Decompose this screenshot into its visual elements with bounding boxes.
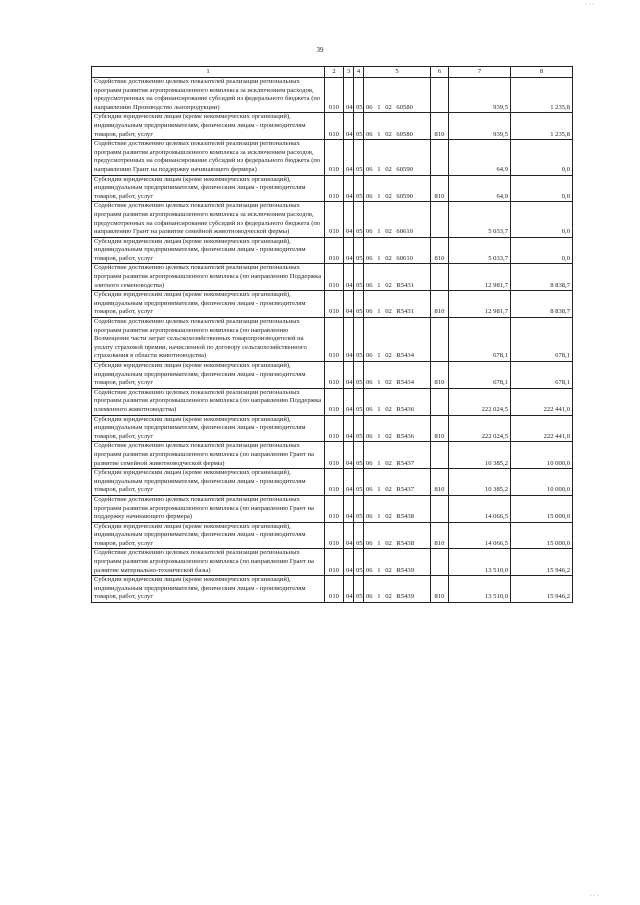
section-code-cell: 04 bbox=[344, 291, 354, 318]
expense-name-cell: Содействие достижению целевых показателей реализации региональных программ развития агропромышленного комплекса за исключением расходов, предусмотренных на софинансирование субсидий из федерального бюджета (по направлению Производство льнопродукции) bbox=[92, 78, 325, 113]
amount-year1-cell: 5 033,7 bbox=[449, 202, 511, 237]
expense-type-cell: 810 bbox=[431, 469, 449, 496]
amount-year2-cell: 678,1 bbox=[511, 318, 573, 362]
expense-name-cell: Субсидии юридическим лицам (кроме некоммерческих организаций), индивидуальным предпринимателям, физическим лицам - производителям товаров, работ, услуг bbox=[92, 415, 325, 442]
expense-name-cell: Содействие достижению целевых показателей реализации региональных программ развития агропромышленного комплекса (по направлению Грант на развитие материально-технической базы) bbox=[92, 549, 325, 576]
ministry-code-cell: 010 bbox=[325, 318, 344, 362]
footer-mark: · · · bbox=[590, 893, 599, 899]
amount-year2-cell: 8 838,7 bbox=[511, 291, 573, 318]
target-article-cell: 06 1 02 60580 bbox=[364, 78, 431, 113]
budget-table bbox=[91, 66, 573, 603]
expense-type-cell bbox=[431, 202, 449, 237]
section-code-cell: 04 bbox=[344, 469, 354, 496]
subsection-code-cell: 05 bbox=[354, 237, 364, 264]
amount-year2-cell: 10 000,0 bbox=[511, 442, 573, 469]
expense-name-cell: Содействие достижению целевых показателей реализации региональных программ развития агропромышленного комплекса (по направлению Возмещение части затрат сельскохозяйственных товаропроизводителей на уплату страховой премии, начисленной по договору сельскохозяйственного страхования в области животноводства) bbox=[92, 318, 325, 362]
expense-type-cell bbox=[431, 264, 449, 291]
target-article-cell: 06 1 02 R5436 bbox=[364, 388, 431, 415]
table-row bbox=[92, 113, 573, 140]
subsection-code-cell: 05 bbox=[354, 202, 364, 237]
amount-year2-cell: 222 441,0 bbox=[511, 415, 573, 442]
subsection-code-cell: 05 bbox=[354, 549, 364, 576]
table-row bbox=[92, 442, 573, 469]
subsection-code-cell: 05 bbox=[354, 362, 364, 389]
amount-year2-cell: 0,0 bbox=[511, 202, 573, 237]
ministry-code-cell: 010 bbox=[325, 576, 344, 603]
table-row bbox=[92, 522, 573, 549]
ministry-code-cell: 010 bbox=[325, 113, 344, 140]
subsection-code-cell: 05 bbox=[354, 576, 364, 603]
ministry-code-cell: 010 bbox=[325, 388, 344, 415]
ministry-code-cell: 010 bbox=[325, 495, 344, 522]
section-code-cell: 04 bbox=[344, 495, 354, 522]
target-article-cell: 06 1 02 R5434 bbox=[364, 318, 431, 362]
table-row bbox=[92, 388, 573, 415]
expense-type-cell bbox=[431, 549, 449, 576]
section-code-cell: 04 bbox=[344, 362, 354, 389]
subsection-code-cell: 05 bbox=[354, 415, 364, 442]
subsection-code-cell: 05 bbox=[354, 113, 364, 140]
expense-name-cell: Содействие достижению целевых показателей реализации региональных программ развития агропромышленного комплекса (по направлению Поддержка племенного животноводства) bbox=[92, 388, 325, 415]
amount-year1-cell: 14 066,5 bbox=[449, 495, 511, 522]
expense-type-cell bbox=[431, 318, 449, 362]
amount-year2-cell: 0,0 bbox=[511, 175, 573, 202]
section-code-cell: 04 bbox=[344, 522, 354, 549]
expense-name-cell: Содействие достижению целевых показателей реализации региональных программ развития агропромышленного комплекса (по направлению Грант на поддержку начинающего фермера) bbox=[92, 495, 325, 522]
header-cell: 8 bbox=[511, 67, 573, 78]
ministry-code-cell: 010 bbox=[325, 291, 344, 318]
section-code-cell: 04 bbox=[344, 113, 354, 140]
table-row bbox=[92, 469, 573, 496]
amount-year2-cell: 0,0 bbox=[511, 140, 573, 175]
table-header-row bbox=[92, 67, 573, 78]
amount-year1-cell: 678,1 bbox=[449, 318, 511, 362]
subsection-code-cell: 05 bbox=[354, 469, 364, 496]
amount-year1-cell: 12 981,7 bbox=[449, 291, 511, 318]
ministry-code-cell: 010 bbox=[325, 264, 344, 291]
amount-year1-cell: 64,9 bbox=[449, 140, 511, 175]
expense-type-cell: 810 bbox=[431, 362, 449, 389]
ministry-code-cell: 010 bbox=[325, 78, 344, 113]
table-row bbox=[92, 318, 573, 362]
target-article-cell: 06 1 02 R5437 bbox=[364, 442, 431, 469]
ministry-code-cell: 010 bbox=[325, 522, 344, 549]
amount-year1-cell: 10 385,2 bbox=[449, 442, 511, 469]
amount-year2-cell: 1 235,8 bbox=[511, 78, 573, 113]
target-article-cell: 06 1 02 R5431 bbox=[364, 291, 431, 318]
expense-type-cell: 810 bbox=[431, 576, 449, 603]
section-code-cell: 04 bbox=[344, 388, 354, 415]
expense-type-cell: 810 bbox=[431, 522, 449, 549]
ministry-code-cell: 010 bbox=[325, 237, 344, 264]
section-code-cell: 04 bbox=[344, 237, 354, 264]
amount-year1-cell: 12 981,7 bbox=[449, 264, 511, 291]
amount-year2-cell: 8 838,7 bbox=[511, 264, 573, 291]
expense-type-cell bbox=[431, 78, 449, 113]
subsection-code-cell: 05 bbox=[354, 140, 364, 175]
header-cell: 5 bbox=[364, 67, 431, 78]
expense-type-cell bbox=[431, 388, 449, 415]
amount-year1-cell: 14 066,5 bbox=[449, 522, 511, 549]
amount-year1-cell: 5 033,7 bbox=[449, 237, 511, 264]
header-cell: 3 bbox=[344, 67, 354, 78]
expense-type-cell: 810 bbox=[431, 237, 449, 264]
expense-name-cell: Субсидии юридическим лицам (кроме некоммерческих организаций), индивидуальным предпринимателям, физическим лицам - производителям товаров, работ, услуг bbox=[92, 362, 325, 389]
amount-year1-cell: 222 024,5 bbox=[449, 388, 511, 415]
expense-type-cell bbox=[431, 140, 449, 175]
expense-name-cell: Субсидии юридическим лицам (кроме некоммерческих организаций), индивидуальным предпринимателям, физическим лицам - производителям товаров, работ, услуг bbox=[92, 291, 325, 318]
expense-type-cell: 810 bbox=[431, 175, 449, 202]
target-article-cell: 06 1 02 R5439 bbox=[364, 576, 431, 603]
table-row bbox=[92, 140, 573, 175]
ministry-code-cell: 010 bbox=[325, 469, 344, 496]
target-article-cell: 06 1 02 R5436 bbox=[364, 415, 431, 442]
section-code-cell: 04 bbox=[344, 78, 354, 113]
amount-year1-cell: 64,9 bbox=[449, 175, 511, 202]
table-row bbox=[92, 264, 573, 291]
ministry-code-cell: 010 bbox=[325, 442, 344, 469]
expense-name-cell: Субсидии юридическим лицам (кроме некоммерческих организаций), индивидуальным предпринимателям, физическим лицам - производителям товаров, работ, услуг bbox=[92, 175, 325, 202]
amount-year1-cell: 678,1 bbox=[449, 362, 511, 389]
expense-name-cell: Субсидии юридическим лицам (кроме некоммерческих организаций), индивидуальным предпринимателям, физическим лицам - производителям товаров, работ, услуг bbox=[92, 469, 325, 496]
subsection-code-cell: 05 bbox=[354, 388, 364, 415]
subsection-code-cell: 05 bbox=[354, 78, 364, 113]
table-row bbox=[92, 576, 573, 603]
header-cell: 1 bbox=[92, 67, 325, 78]
amount-year1-cell: 13 510,0 bbox=[449, 576, 511, 603]
corner-mark: · · · bbox=[585, 2, 594, 8]
table-row bbox=[92, 175, 573, 202]
target-article-cell: 06 1 02 60610 bbox=[364, 237, 431, 264]
table-row bbox=[92, 415, 573, 442]
ministry-code-cell: 010 bbox=[325, 549, 344, 576]
expense-type-cell: 810 bbox=[431, 113, 449, 140]
target-article-cell: 06 1 02 60580 bbox=[364, 113, 431, 140]
amount-year2-cell: 222 441,0 bbox=[511, 388, 573, 415]
ministry-code-cell: 010 bbox=[325, 362, 344, 389]
amount-year2-cell: 0,0 bbox=[511, 237, 573, 264]
expense-name-cell: Субсидии юридическим лицам (кроме некоммерческих организаций), индивидуальным предпринимателям, физическим лицам - производителям товаров, работ, услуг bbox=[92, 237, 325, 264]
amount-year2-cell: 15 000,0 bbox=[511, 495, 573, 522]
header-cell: 6 bbox=[431, 67, 449, 78]
table-row bbox=[92, 362, 573, 389]
table-row bbox=[92, 237, 573, 264]
amount-year2-cell: 10 000,0 bbox=[511, 469, 573, 496]
table-row bbox=[92, 291, 573, 318]
expense-name-cell: Содействие достижению целевых показателей реализации региональных программ развития агропромышленного комплекса за исключением расходов, предусмотренных на софинансирование субсидий из федерального бюджета (по направлению Грант на развитие семейной животноводческой фермы) bbox=[92, 202, 325, 237]
subsection-code-cell: 05 bbox=[354, 264, 364, 291]
target-article-cell: 06 1 02 60590 bbox=[364, 175, 431, 202]
section-code-cell: 04 bbox=[344, 140, 354, 175]
target-article-cell: 06 1 02 R5438 bbox=[364, 495, 431, 522]
section-code-cell: 04 bbox=[344, 442, 354, 469]
target-article-cell: 06 1 02 R5437 bbox=[364, 469, 431, 496]
amount-year1-cell: 13 510,0 bbox=[449, 549, 511, 576]
target-article-cell: 06 1 02 R5438 bbox=[364, 522, 431, 549]
table-row bbox=[92, 495, 573, 522]
header-cell: 2 bbox=[325, 67, 344, 78]
expense-name-cell: Субсидии юридическим лицам (кроме некоммерческих организаций), индивидуальным предпринимателям, физическим лицам - производителям товаров, работ, услуг bbox=[92, 522, 325, 549]
expense-name-cell: Содействие достижению целевых показателей реализации региональных программ развития агропромышленного комплекса за исключением расходов, предусмотренных на софинансирование субсидий из федерального бюджета (по направлению Грант на поддержку начинающего фермера) bbox=[92, 140, 325, 175]
expense-type-cell: 810 bbox=[431, 291, 449, 318]
table-body bbox=[92, 78, 573, 603]
subsection-code-cell: 05 bbox=[354, 442, 364, 469]
section-code-cell: 04 bbox=[344, 264, 354, 291]
amount-year2-cell: 15 000,0 bbox=[511, 522, 573, 549]
subsection-code-cell: 05 bbox=[354, 495, 364, 522]
ministry-code-cell: 010 bbox=[325, 140, 344, 175]
ministry-code-cell: 010 bbox=[325, 415, 344, 442]
expense-type-cell bbox=[431, 442, 449, 469]
section-code-cell: 04 bbox=[344, 415, 354, 442]
section-code-cell: 04 bbox=[344, 576, 354, 603]
subsection-code-cell: 05 bbox=[354, 522, 364, 549]
ministry-code-cell: 010 bbox=[325, 202, 344, 237]
expense-type-cell: 810 bbox=[431, 415, 449, 442]
header-cell: 4 bbox=[354, 67, 364, 78]
expense-type-cell bbox=[431, 495, 449, 522]
amount-year1-cell: 939,5 bbox=[449, 78, 511, 113]
target-article-cell: 06 1 02 60610 bbox=[364, 202, 431, 237]
amount-year2-cell: 15 946,2 bbox=[511, 576, 573, 603]
amount-year1-cell: 222 024,5 bbox=[449, 415, 511, 442]
page-number: 39 bbox=[316, 46, 324, 54]
section-code-cell: 04 bbox=[344, 202, 354, 237]
ministry-code-cell: 010 bbox=[325, 175, 344, 202]
amount-year1-cell: 10 385,2 bbox=[449, 469, 511, 496]
target-article-cell: 06 1 02 R5439 bbox=[364, 549, 431, 576]
target-article-cell: 06 1 02 60590 bbox=[364, 140, 431, 175]
expense-name-cell: Субсидии юридическим лицам (кроме некоммерческих организаций), индивидуальным предпринимателям, физическим лицам - производителям товаров, работ, услуг bbox=[92, 113, 325, 140]
subsection-code-cell: 05 bbox=[354, 175, 364, 202]
amount-year2-cell: 678,1 bbox=[511, 362, 573, 389]
amount-year1-cell: 939,5 bbox=[449, 113, 511, 140]
target-article-cell: 06 1 02 R5431 bbox=[364, 264, 431, 291]
table-row bbox=[92, 549, 573, 576]
expense-name-cell: Содействие достижению целевых показателей реализации региональных программ развития агропромышленного комплекса (по направлению Грант на развитие семейной животноводческой фермы) bbox=[92, 442, 325, 469]
table-row bbox=[92, 78, 573, 113]
target-article-cell: 06 1 02 R5434 bbox=[364, 362, 431, 389]
section-code-cell: 04 bbox=[344, 549, 354, 576]
subsection-code-cell: 05 bbox=[354, 318, 364, 362]
expense-name-cell: Субсидии юридическим лицам (кроме некоммерческих организаций), индивидуальным предпринимателям, физическим лицам - производителям товаров, работ, услуг bbox=[92, 576, 325, 603]
amount-year2-cell: 1 235,8 bbox=[511, 113, 573, 140]
amount-year2-cell: 15 946,2 bbox=[511, 549, 573, 576]
table-row bbox=[92, 202, 573, 237]
section-code-cell: 04 bbox=[344, 318, 354, 362]
subsection-code-cell: 05 bbox=[354, 291, 364, 318]
section-code-cell: 04 bbox=[344, 175, 354, 202]
expense-name-cell: Содействие достижению целевых показателей реализации региональных программ развития агропромышленного комплекса (по направлению Поддержка элитного семеноводства) bbox=[92, 264, 325, 291]
header-cell: 7 bbox=[449, 67, 511, 78]
